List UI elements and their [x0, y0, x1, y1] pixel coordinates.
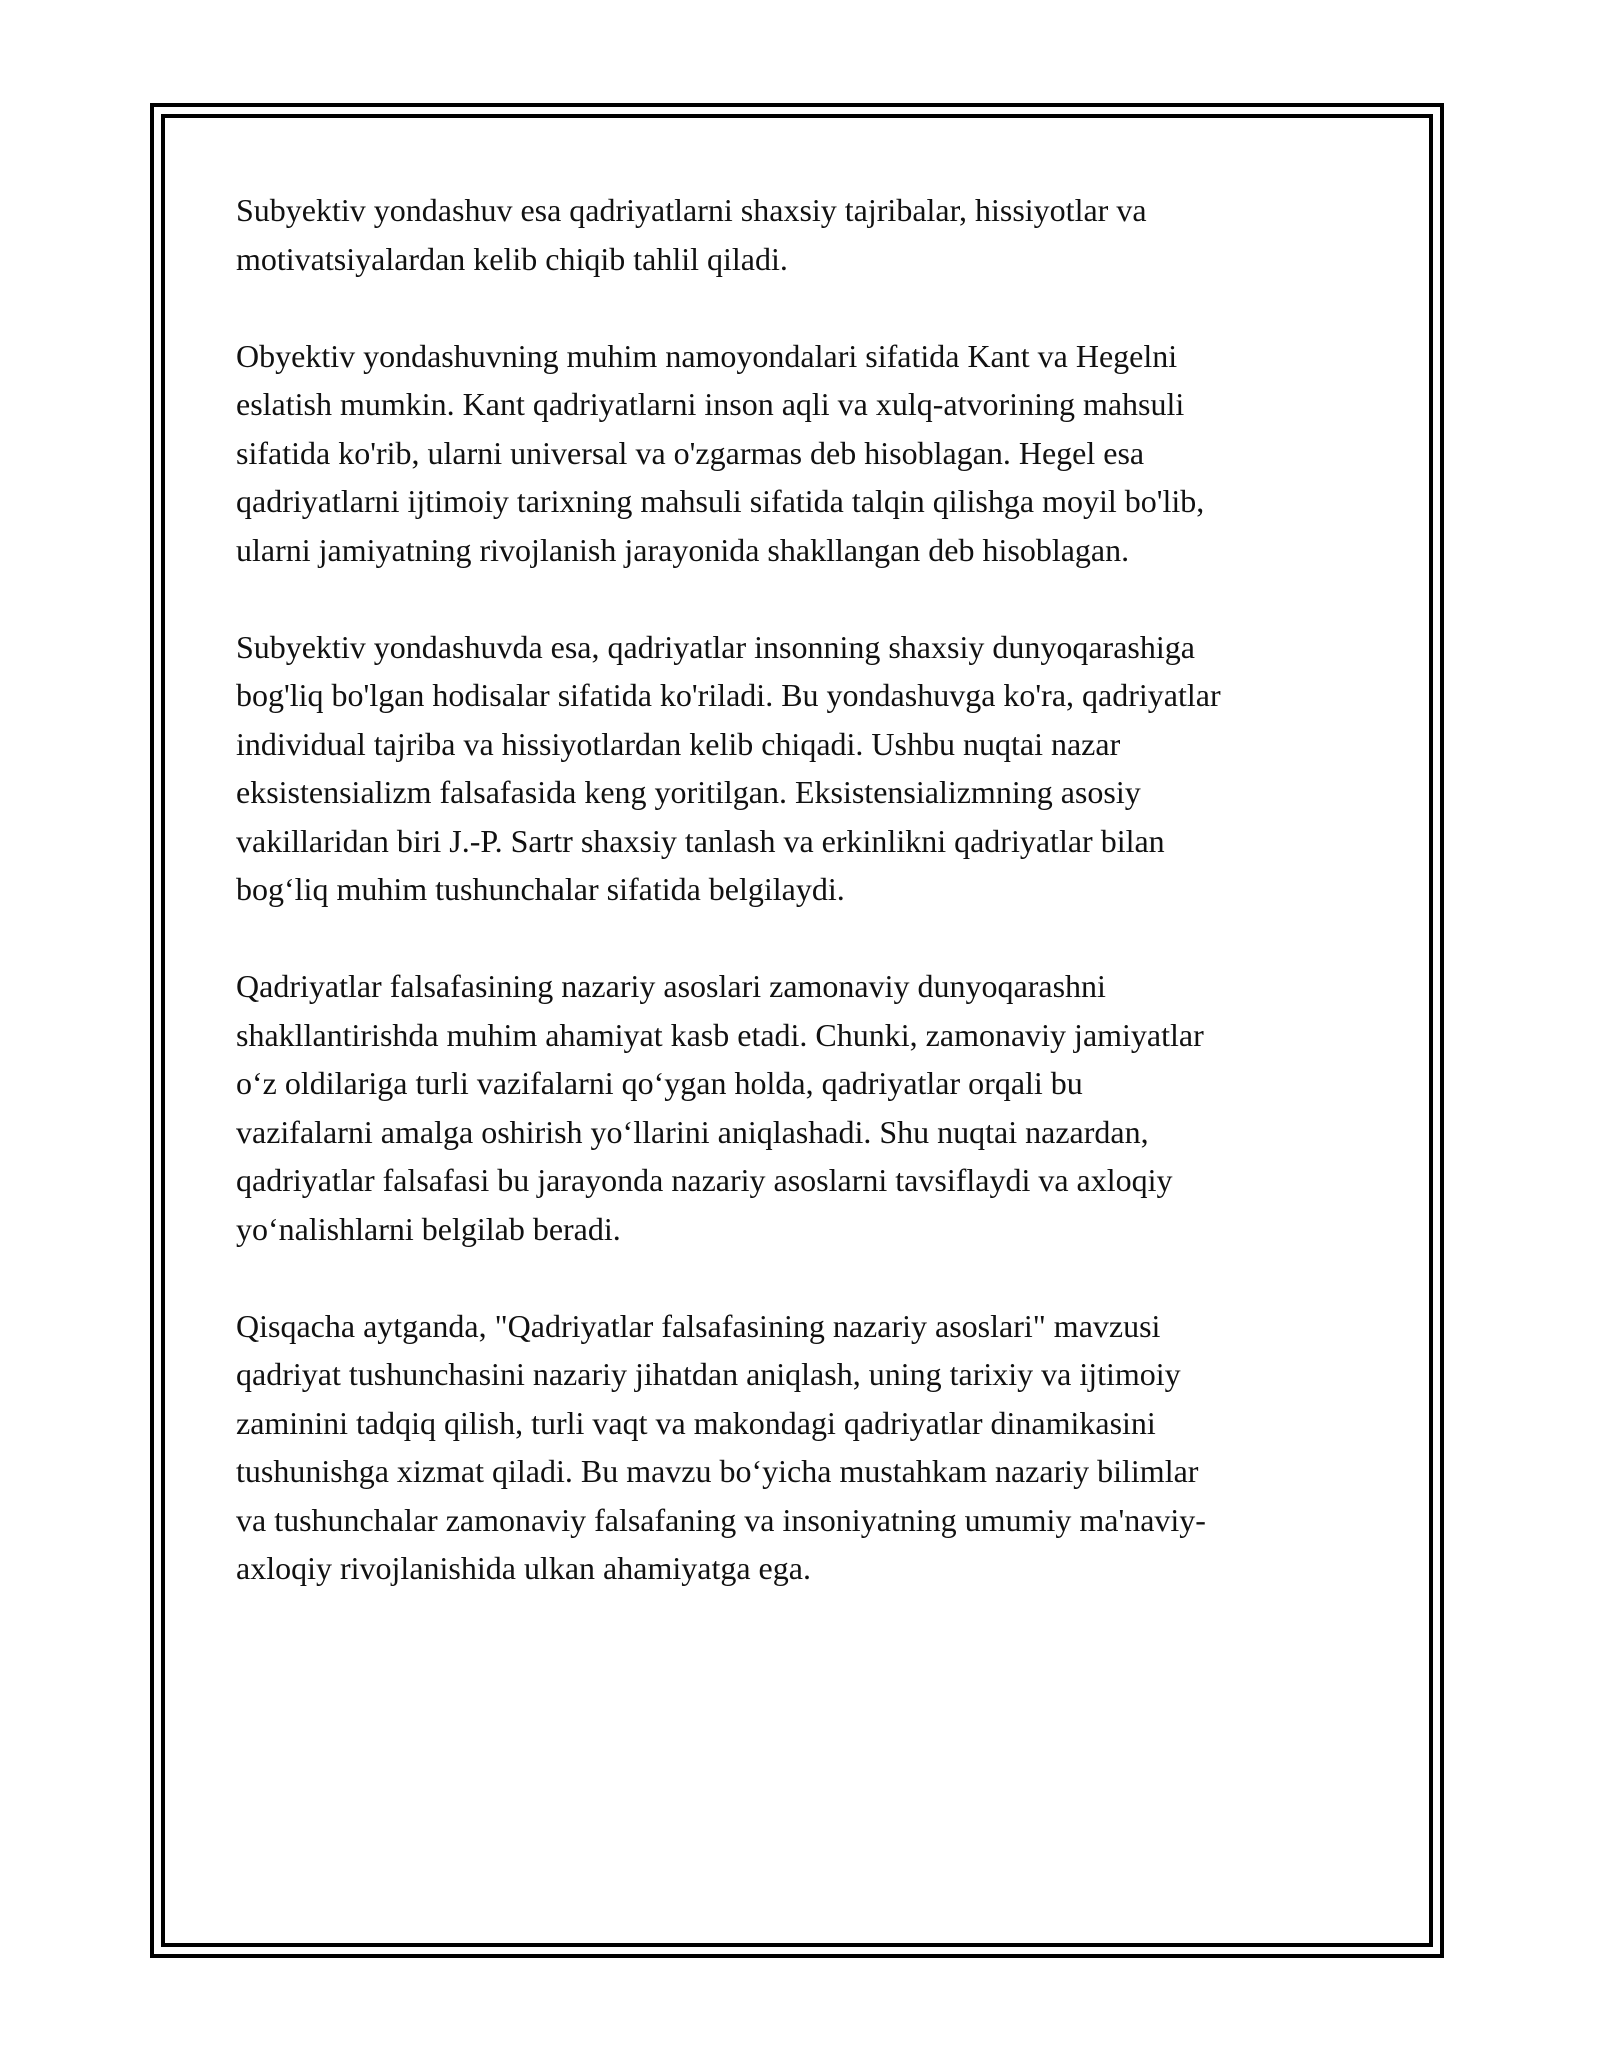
text-line: Qadriyatlar falsafasining nazariy asoslari zamonaviy dunyoqarashni [236, 968, 1106, 1004]
paragraph-3 [236, 623, 1386, 914]
document-body [236, 186, 1386, 1641]
text-line: yo‘nalishlarni belgilab beradi. [236, 1210, 621, 1247]
paragraph-2 [236, 332, 1386, 575]
text-line: Subyektiv yondashuvda esa, qadriyatlar insonning shaxsiy dunyoqarashiga [236, 628, 1195, 665]
text-line: tushunishga xizmat qiladi. Bu mavzu bo‘yicha mustahkam nazariy bilimlar [236, 1453, 1199, 1489]
text-line: qadriyatlarni ijtimoiy tarixning mahsuli sifatida talqin qilishga moyil bo'lib, [236, 483, 1205, 519]
text-line: zaminini tadqiq qilish, turli vaqt va makondagi qadriyatlar dinamikasini [236, 1404, 1156, 1441]
text-line: vakillaridan biri J.-P. Sartr shaxsiy tanlash va erkinlikni qadriyatlar bilan [236, 822, 1165, 859]
text-line: bog'liq bo'lgan hodisalar sifatida ko'riladi. Bu yondashuvga ko'ra, qadriyatlar [236, 677, 1221, 713]
text-line: Subyektiv yondashuv esa qadriyatlarni shaxsiy tajribalar, hissiyotlar va [236, 192, 1147, 228]
text-line: shakllantirishda muhim ahamiyat kasb etadi. Chunki, zamonaviy jamiyatlar [236, 1016, 1204, 1053]
text-line: bog‘liq muhim tushunchalar sifatida belgilaydi. [236, 871, 845, 907]
text-line: ularni jamiyatning rivojlanish jarayonida shakllangan deb hisoblagan. [236, 531, 1130, 568]
text-line: eslatish mumkin. Kant qadriyatlarni inson aqli va xulq-atvorining mahsuli [236, 386, 1185, 422]
text-line: eksistensializm falsafasida keng yoritilgan. Eksistensializmning asosiy [236, 774, 1141, 810]
paragraph-1 [236, 186, 1386, 283]
paragraph-5 [236, 1302, 1386, 1593]
text-line: o‘z oldilariga turli vazifalarni qo‘ygan holda, qadriyatlar orqali bu [236, 1065, 1083, 1101]
text-line: Qisqacha aytganda, "Qadriyatlar falsafasining nazariy asoslari" mavzusi [236, 1307, 1161, 1344]
text-line: qadriyat tushunchasini nazariy jihatdan aniqlash, uning tarixiy va ijtimoiy [236, 1356, 1181, 1392]
paragraph-4 [236, 962, 1386, 1253]
text-line: motivatsiyalardan kelib chiqib tahlil qiladi. [236, 240, 788, 277]
text-line: Obyektiv yondashuvning muhim namoyondalari sifatida Kant va Hegelni [236, 337, 1178, 374]
text-line: va tushunchalar zamonaviy falsafaning va insoniyatning umumiy ma'naviy- [236, 1501, 1206, 1538]
text-line: sifatida ko'rib, ularni universal va o'zgarmas deb hisoblagan. Hegel esa [236, 434, 1145, 471]
text-line: qadriyatlar falsafasi bu jarayonda nazariy asoslarni tavsiflaydi va axloqiy [236, 1162, 1173, 1198]
text-line: individual tajriba va hissiyotlardan kelib chiqadi. Ushbu nuqtai nazar [236, 725, 1121, 762]
text-line: axloqiy rivojlanishida ulkan ahamiyatga ega. [236, 1550, 811, 1586]
text-line: vazifalarni amalga oshirish yo‘llarini aniqlashadi. Shu nuqtai nazardan, [236, 1113, 1149, 1150]
